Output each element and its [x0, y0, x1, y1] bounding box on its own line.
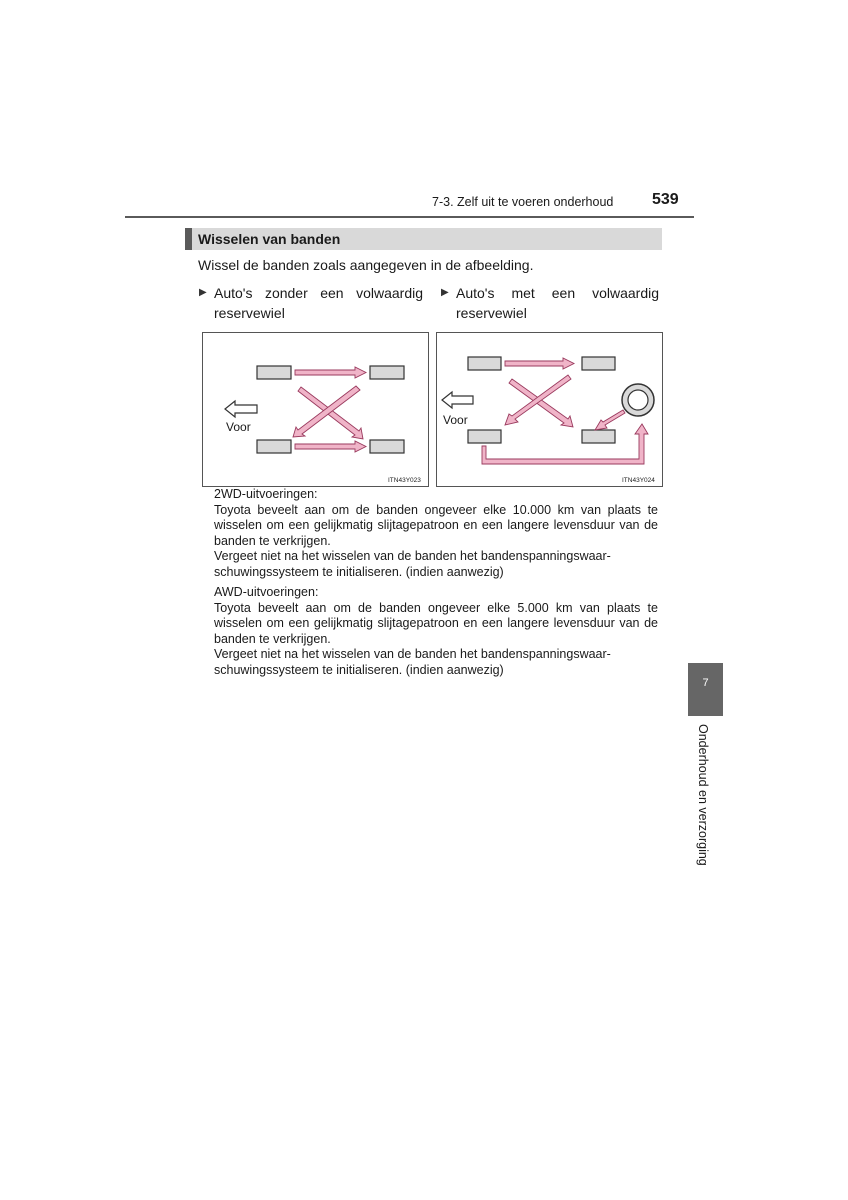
- bullet-triangle-icon: ▶: [199, 287, 207, 298]
- bullet-line-1: Auto's zonder een volwaardig: [214, 285, 423, 301]
- tire-rear-right-icon: [582, 430, 615, 443]
- tire-front-left-icon: [257, 366, 291, 379]
- tire-rear-left-icon: [582, 357, 615, 370]
- rotation-diagram-without-spare: [202, 332, 429, 487]
- tire-front-right-icon: [257, 440, 291, 453]
- note-2wd: [214, 487, 658, 581]
- arrow-top-icon: [505, 358, 574, 369]
- arrow-bottom-loop-icon: [482, 424, 648, 464]
- page-number: 539: [652, 191, 679, 208]
- front-label: Voor: [226, 420, 251, 434]
- tire-front-left-icon: [468, 357, 501, 370]
- note-paragraph-2: Vergeet niet na het wisselen van de banden het bandenspanningswaarschuwingssysteem te initialiseren. (indien aanwezig): [214, 647, 611, 677]
- note-awd: [214, 585, 658, 679]
- chapter-number: 7: [702, 677, 709, 689]
- bullet-triangle-icon: ▶: [441, 287, 449, 298]
- section-title: Wisselen van banden: [198, 231, 341, 247]
- tire-rear-left-icon: [370, 366, 404, 379]
- front-direction-arrow-icon: [442, 392, 473, 408]
- intro-text: Wissel de banden zoals aangegeven in de afbeelding.: [198, 257, 534, 273]
- header-rule: [125, 216, 694, 218]
- note-heading: 2WD-uitvoeringen:: [214, 487, 318, 501]
- figure-code: ITN43Y023: [388, 477, 421, 484]
- front-direction-arrow-icon: [225, 401, 257, 417]
- note-paragraph-1: Toyota beveelt aan om de banden ongeveer elke 5.000 km van plaats te wisselen om een gelijkmatig slijtagepatroon en een langere levensduur van de banden te verkrijgen.: [214, 600, 658, 646]
- front-label: Voor: [443, 413, 468, 427]
- arrow-top-icon: [295, 367, 366, 378]
- note-heading: AWD-uitvoeringen:: [214, 585, 319, 599]
- note-paragraph-2: Vergeet niet na het wisselen van de banden het bandenspanningswaarschuwingssysteem te initialiseren. (indien aanwezig): [214, 549, 611, 579]
- figure-code: ITN43Y024: [622, 477, 655, 484]
- chapter-title: Onderhoud en verzorging: [696, 724, 710, 866]
- section-marker: [185, 228, 192, 250]
- bullet-without-spare: [199, 283, 423, 323]
- arrow-diagonal-down-icon: [509, 379, 573, 427]
- bullet-line-2: reservewiel: [456, 305, 527, 321]
- section-heading-bar: [185, 228, 662, 250]
- header-section-title: 7-3. Zelf uit te voeren onderhoud: [432, 195, 614, 209]
- bullet-line-2: reservewiel: [214, 305, 285, 321]
- bullet-with-spare: [441, 283, 659, 323]
- chapter-tab: [688, 663, 723, 716]
- rotation-diagram-with-spare: [436, 332, 663, 487]
- note-paragraph-1: Toyota beveelt aan om de banden ongeveer elke 10.000 km van plaats te wisselen om een gelijkmatig slijtagepatroon en een langere levensduur van de banden te verkrijgen.: [214, 502, 658, 548]
- arrow-bottom-icon: [295, 441, 366, 452]
- tire-front-right-icon: [468, 430, 501, 443]
- tire-rear-right-icon: [370, 440, 404, 453]
- bullet-line-1: Auto's met een volwaardig: [456, 285, 659, 301]
- arrow-spare-to-rear-icon: [595, 410, 625, 430]
